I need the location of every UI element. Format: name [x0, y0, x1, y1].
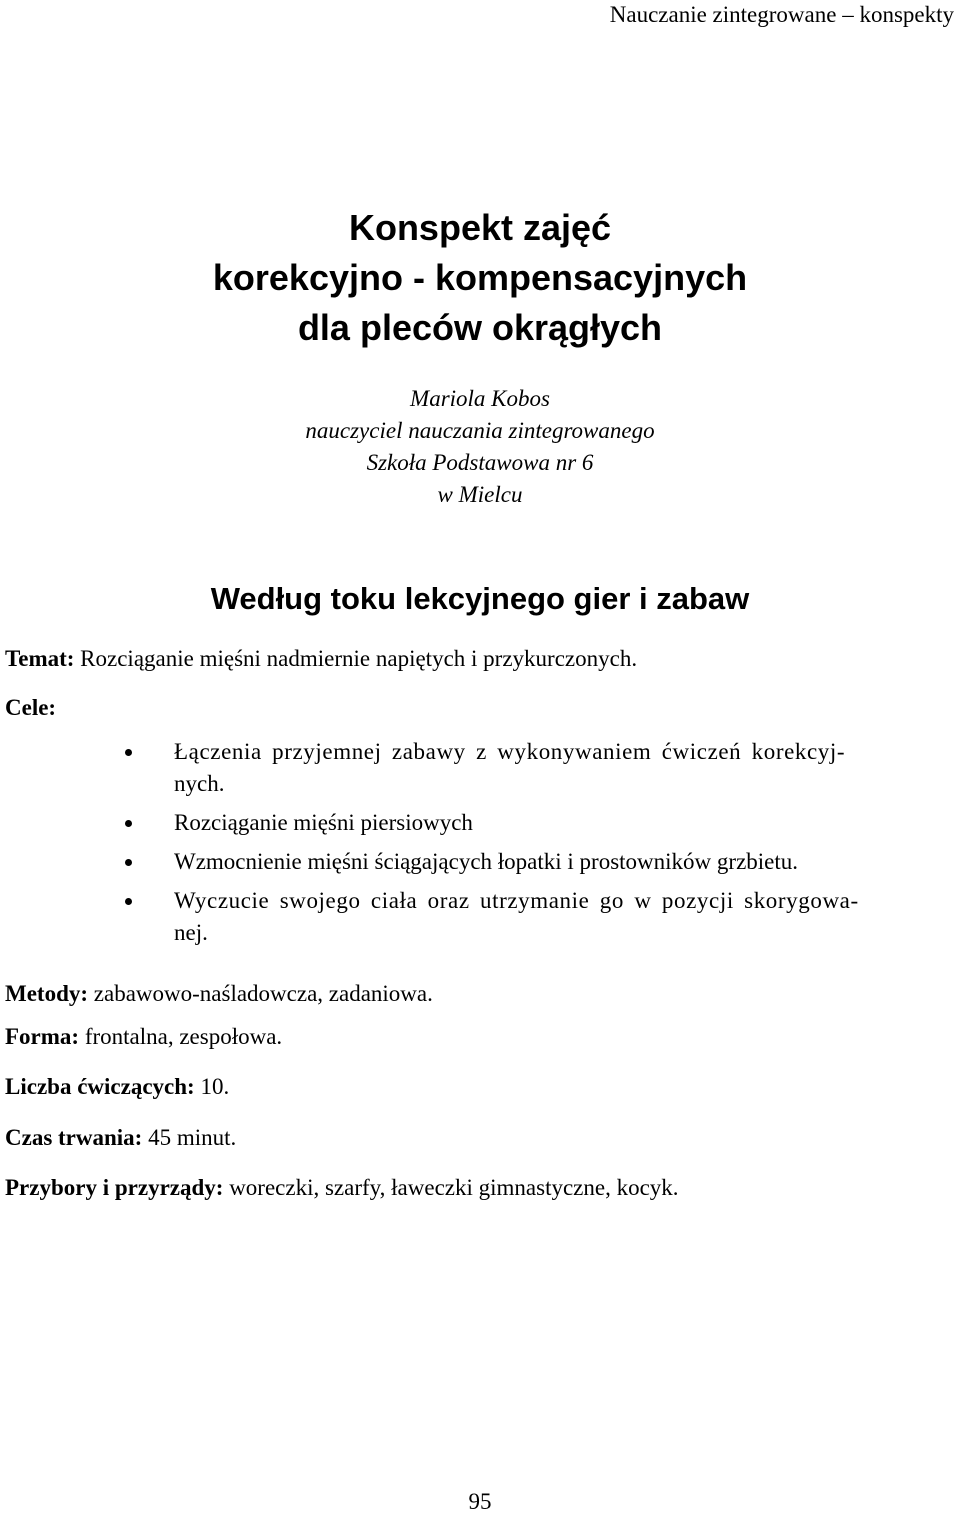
author-city: w Mielcu — [437, 482, 523, 507]
list-item — [125, 736, 947, 800]
equipment-label: Przybory i przyrządy: — [5, 1175, 224, 1200]
page-number: 95 — [468, 1489, 492, 1514]
participants-label: Liczba ćwiczących: — [5, 1074, 195, 1099]
list-item — [125, 807, 947, 839]
equipment-field — [5, 1175, 679, 1201]
document-title — [0, 203, 960, 353]
goal-text-line-1: Wzmocnienie mięśni ściągających łopatki i prostowników grzbietu. — [174, 849, 799, 874]
form-field — [5, 1024, 282, 1050]
participants-value: 10. — [194, 1074, 230, 1099]
list-item — [125, 885, 947, 949]
bullet-icon — [125, 749, 132, 756]
topic-value: Rozciąganie mięśni nadmiernie napiętych i przykurczonych. — [74, 646, 638, 671]
author-role: nauczyciel nauczania zintegrowanego — [305, 418, 655, 443]
goal-text-line-1: Wyczucie swojego ciała oraz utrzymanie go w pozycji skorygowa- — [174, 888, 859, 913]
author-block — [0, 383, 960, 511]
goals-label: Cele: — [5, 695, 57, 720]
goal-text-line-1: Łączenia przyjemnej zabawy z wykonywaniem ćwiczeń korekcyj- — [174, 739, 846, 764]
lesson-subtitle: Według toku lekcyjnego gier i zabaw — [210, 581, 750, 616]
list-item — [125, 846, 947, 878]
duration-label: Czas trwania: — [5, 1125, 143, 1150]
title-line-1: Konspekt zajęć — [348, 207, 612, 248]
goals-list — [125, 736, 947, 956]
methods-label: Metody: — [5, 981, 89, 1006]
duration-field — [5, 1125, 236, 1151]
form-label: Forma: — [5, 1024, 80, 1049]
bullet-icon — [125, 898, 132, 905]
equipment-value: woreczki, szarfy, ławeczki gimnastyczne, kocyk. — [223, 1175, 679, 1200]
author-school: Szkoła Podstawowa nr 6 — [366, 450, 594, 475]
methods-value: zabawowo-naśladowcza, zadaniowa. — [88, 981, 433, 1006]
title-line-2: korekcyjno - kompensacyjnych — [212, 257, 748, 298]
bullet-icon — [125, 859, 132, 866]
duration-value: 45 minut. — [142, 1125, 237, 1150]
author-name: Mariola Kobos — [410, 386, 550, 411]
topic-label: Temat: — [5, 646, 75, 671]
goal-text-line-2: nej. — [174, 920, 208, 945]
participants-field — [5, 1074, 229, 1100]
topic-field — [5, 646, 637, 672]
bullet-icon — [125, 820, 132, 827]
title-line-3: dla pleców okrągłych — [297, 307, 663, 348]
goal-text-line-2: nych. — [174, 771, 225, 796]
running-header: Nauczanie zintegrowane – konspekty — [609, 2, 954, 27]
form-value: frontalna, zespołowa. — [79, 1024, 283, 1049]
goal-text-line-1: Rozciąganie mięśni piersiowych — [174, 810, 473, 835]
methods-field — [5, 981, 433, 1007]
goals-label-field — [5, 695, 56, 721]
